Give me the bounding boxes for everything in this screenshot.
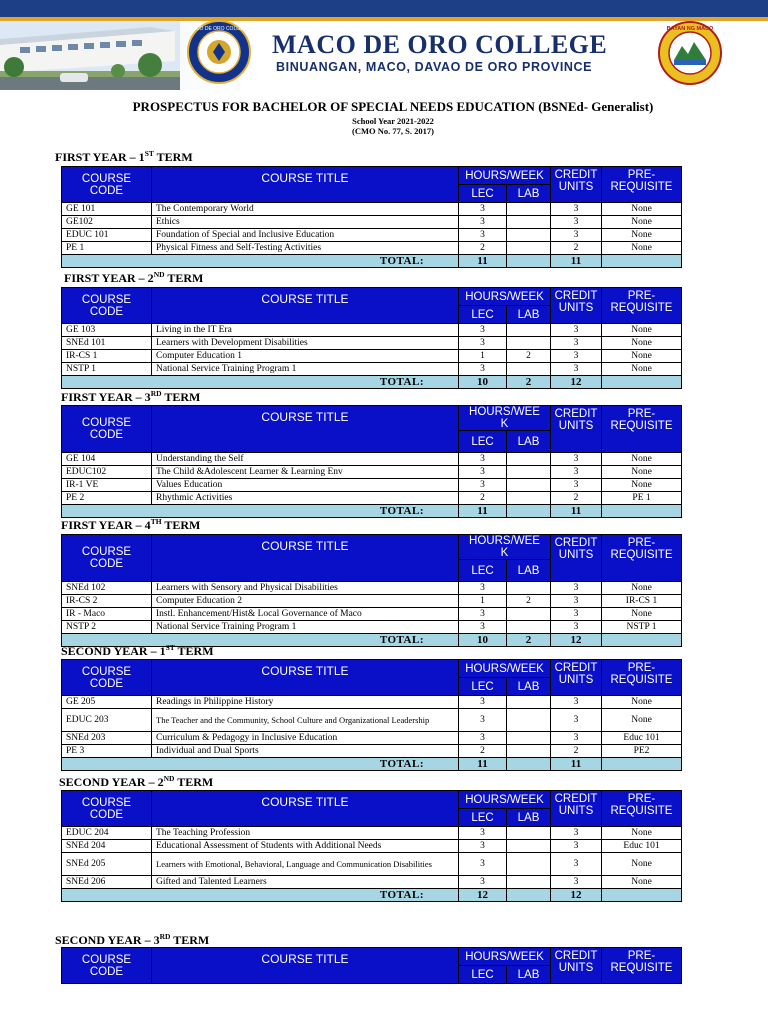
total-units: 12 xyxy=(551,376,602,389)
lab-hours xyxy=(507,492,551,505)
prerequisite: None xyxy=(602,363,682,376)
credit-units: 3 xyxy=(551,216,602,229)
course-code: SNEd 203 xyxy=(62,732,152,745)
course-title: Individual and Dual Sports xyxy=(152,745,459,758)
total-row xyxy=(62,889,682,902)
lec-hours: 2 xyxy=(459,242,507,255)
header-prerequisite: PRE-REQUISITE xyxy=(602,406,682,453)
course-title: Ethics xyxy=(152,216,459,229)
lec-hours: 1 xyxy=(459,595,507,608)
svg-text:MACO DE ORO COLLEGE: MACO DE ORO COLLEGE xyxy=(188,26,250,32)
header-course-code: COURSE CODE xyxy=(62,167,152,203)
course-row xyxy=(62,466,682,479)
prerequisite: None xyxy=(602,324,682,337)
term-heading: FIRST YEAR – 3RD TERM xyxy=(61,389,201,404)
lec-hours: 3 xyxy=(459,466,507,479)
prerequisite: None xyxy=(602,337,682,350)
course-code: EDUC 203 xyxy=(62,709,152,732)
header-course-title: COURSE TITLE xyxy=(152,660,459,696)
course-code: SNEd 204 xyxy=(62,840,152,853)
header-lab: LAB xyxy=(507,560,551,582)
header-credit-units: CREDIT UNITS xyxy=(551,535,602,582)
total-label: TOTAL: xyxy=(62,758,459,771)
credit-units: 3 xyxy=(551,696,602,709)
course-title: Learners with Sensory and Physical Disabilities xyxy=(152,582,459,595)
lab-hours xyxy=(507,621,551,634)
prerequisite: None xyxy=(602,242,682,255)
course-code: SNEd 205 xyxy=(62,853,152,876)
course-row xyxy=(62,827,682,840)
lab-hours xyxy=(507,453,551,466)
prerequisite: None xyxy=(602,582,682,595)
course-title: Foundation of Special and Inclusive Education xyxy=(152,229,459,242)
course-title: National Service Training Program 1 xyxy=(152,363,459,376)
course-title: Computer Education 1 xyxy=(152,350,459,363)
credit-units: 3 xyxy=(551,621,602,634)
term-heading: FIRST YEAR – 4TH TERM xyxy=(61,517,201,532)
prerequisite: None xyxy=(602,608,682,621)
course-title: The Child &Adolescent Learner & Learning Env xyxy=(152,466,459,479)
header-hours-week: HOURS/WEEK xyxy=(459,167,551,185)
credit-units: 3 xyxy=(551,827,602,840)
prerequisite: PE 1 xyxy=(602,492,682,505)
total-lab xyxy=(507,255,551,268)
header-credit-units: CREDIT UNITS xyxy=(551,660,602,696)
course-title: Rhythmic Activities xyxy=(152,492,459,505)
credit-units: 3 xyxy=(551,709,602,732)
header-course-code: COURSE CODE xyxy=(62,948,152,984)
course-code: GE 104 xyxy=(62,453,152,466)
lab-hours xyxy=(507,876,551,889)
lab-hours xyxy=(507,324,551,337)
course-code: GE 101 xyxy=(62,203,152,216)
header-credit-units: CREDIT UNITS xyxy=(551,791,602,827)
total-lec: 11 xyxy=(459,255,507,268)
lab-hours xyxy=(507,216,551,229)
total-label: TOTAL: xyxy=(62,634,459,647)
course-row xyxy=(62,229,682,242)
header-hours-week: HOURS/WEEK xyxy=(459,948,551,966)
header-lec: LEC xyxy=(459,809,507,827)
header-lec: LEC xyxy=(459,185,507,203)
lab-hours xyxy=(507,827,551,840)
course-code: GE 103 xyxy=(62,324,152,337)
header-prerequisite: PRE-REQUISITE xyxy=(602,660,682,696)
course-code: GE 205 xyxy=(62,696,152,709)
header-course-code: COURSE CODE xyxy=(62,288,152,324)
course-title: The Contemporary World xyxy=(152,203,459,216)
term-heading: SECOND YEAR – 1ST TERM xyxy=(61,643,214,658)
term-ordinal: ST xyxy=(165,643,175,652)
college-name: MACO DE ORO COLLEGE xyxy=(272,30,608,59)
lab-hours xyxy=(507,696,551,709)
lec-hours: 2 xyxy=(459,492,507,505)
prerequisite: IR-CS 1 xyxy=(602,595,682,608)
prospectus-title: PROSPECTUS FOR BACHELOR OF SPECIAL NEEDS EDUCATION (BSNEd- Generalist) xyxy=(132,99,654,114)
course-code: SNEd 101 xyxy=(62,337,152,350)
prerequisite: None xyxy=(602,709,682,732)
lab-hours xyxy=(507,242,551,255)
header-course-code: COURSE CODE xyxy=(62,535,152,582)
credit-units: 2 xyxy=(551,745,602,758)
term-ordinal: ST xyxy=(144,149,154,158)
credit-units: 3 xyxy=(551,732,602,745)
header-course-title: COURSE TITLE xyxy=(152,791,459,827)
credit-units: 3 xyxy=(551,595,602,608)
total-units: 11 xyxy=(551,255,602,268)
course-row xyxy=(62,853,682,876)
course-code: PE 3 xyxy=(62,745,152,758)
lab-hours xyxy=(507,709,551,732)
lec-hours: 3 xyxy=(459,853,507,876)
course-row xyxy=(62,363,682,376)
total-row xyxy=(62,255,682,268)
prerequisite: NSTP 1 xyxy=(602,621,682,634)
course-table xyxy=(61,790,682,902)
term-ordinal: ND xyxy=(163,774,175,783)
course-code: EDUC 204 xyxy=(62,827,152,840)
course-code: EDUC102 xyxy=(62,466,152,479)
prerequisite: None xyxy=(602,229,682,242)
course-row xyxy=(62,840,682,853)
total-row xyxy=(62,758,682,771)
prerequisite: None xyxy=(602,466,682,479)
credit-units: 3 xyxy=(551,453,602,466)
course-code: PE 1 xyxy=(62,242,152,255)
course-row xyxy=(62,696,682,709)
header-credit-units: CREDIT UNITS xyxy=(551,406,602,453)
header-credit-units: CREDIT UNITS xyxy=(551,288,602,324)
header-lab: LAB xyxy=(507,966,551,984)
lec-hours: 3 xyxy=(459,216,507,229)
total-lec: 11 xyxy=(459,505,507,518)
lab-hours xyxy=(507,853,551,876)
course-row xyxy=(62,453,682,466)
total-units: 11 xyxy=(551,505,602,518)
course-table xyxy=(61,534,682,647)
lec-hours: 3 xyxy=(459,732,507,745)
term-heading: FIRST YEAR – 2ND TERM xyxy=(64,270,204,285)
lec-hours: 3 xyxy=(459,324,507,337)
header-lec: LEC xyxy=(459,431,507,453)
course-code: NSTP 2 xyxy=(62,621,152,634)
prerequisite: None xyxy=(602,827,682,840)
course-code: SNEd 102 xyxy=(62,582,152,595)
total-label: TOTAL: xyxy=(62,255,459,268)
course-code: NSTP 1 xyxy=(62,363,152,376)
header-lab: LAB xyxy=(507,185,551,203)
prerequisite: None xyxy=(602,216,682,229)
total-lab: 2 xyxy=(507,634,551,647)
credit-units: 3 xyxy=(551,324,602,337)
credit-units: 3 xyxy=(551,466,602,479)
prerequisite: None xyxy=(602,203,682,216)
term-heading: FIRST YEAR – 1ST TERM xyxy=(55,149,193,164)
course-row xyxy=(62,350,682,363)
lec-hours: 1 xyxy=(459,350,507,363)
course-row xyxy=(62,608,682,621)
total-prereq-blank xyxy=(602,255,682,268)
total-label: TOTAL: xyxy=(62,505,459,518)
term-ordinal: RD xyxy=(150,389,162,398)
header-hours-week: HOURS/WEEK xyxy=(459,288,551,306)
lec-hours: 3 xyxy=(459,203,507,216)
prerequisite: None xyxy=(602,350,682,363)
total-lab: 2 xyxy=(507,376,551,389)
credit-units: 2 xyxy=(551,242,602,255)
total-lab xyxy=(507,505,551,518)
total-row xyxy=(62,505,682,518)
header-credit-units: CREDIT UNITS xyxy=(551,948,602,984)
course-row xyxy=(62,337,682,350)
course-row xyxy=(62,479,682,492)
prerequisite: None xyxy=(602,696,682,709)
course-row xyxy=(62,621,682,634)
header-hours-week: HOURS/WEE K xyxy=(459,535,551,560)
campus-building-image xyxy=(0,21,180,90)
term-ordinal: RD xyxy=(159,932,171,941)
lab-hours xyxy=(507,479,551,492)
term-ordinal: TH xyxy=(150,517,162,526)
header-prerequisite: PRE-REQUISITE xyxy=(602,791,682,827)
lab-hours xyxy=(507,466,551,479)
total-label: TOTAL: xyxy=(62,376,459,389)
course-code: IR-CS 1 xyxy=(62,350,152,363)
course-table xyxy=(61,166,682,268)
lab-hours xyxy=(507,337,551,350)
lec-hours: 3 xyxy=(459,840,507,853)
total-prereq-blank xyxy=(602,758,682,771)
lab-hours xyxy=(507,745,551,758)
header-course-title: COURSE TITLE xyxy=(152,167,459,203)
course-title: Learners with Emotional, Behavioral, Language and Communication Disabilities xyxy=(152,853,459,876)
credit-units: 2 xyxy=(551,492,602,505)
course-code: GE102 xyxy=(62,216,152,229)
total-units: 12 xyxy=(551,634,602,647)
lec-hours: 3 xyxy=(459,709,507,732)
course-code: IR-1 VE xyxy=(62,479,152,492)
header-lec: LEC xyxy=(459,306,507,324)
credit-units: 3 xyxy=(551,337,602,350)
term-heading: SECOND YEAR – 3RD TERM xyxy=(55,932,210,947)
course-title: Curriculum & Pedagogy in Inclusive Education xyxy=(152,732,459,745)
school-year: School Year 2021-2022 xyxy=(352,116,434,126)
course-row xyxy=(62,745,682,758)
prerequisite: Educ 101 xyxy=(602,732,682,745)
credit-units: 3 xyxy=(551,363,602,376)
header-course-code: COURSE CODE xyxy=(62,660,152,696)
lec-hours: 3 xyxy=(459,582,507,595)
credit-units: 3 xyxy=(551,608,602,621)
course-title: Instl. Enhancement/Hist& Local Governance of Maco xyxy=(152,608,459,621)
lec-hours: 3 xyxy=(459,621,507,634)
course-title: Values Education xyxy=(152,479,459,492)
total-lec: 11 xyxy=(459,758,507,771)
total-units: 12 xyxy=(551,889,602,902)
course-code: PE 2 xyxy=(62,492,152,505)
credit-units: 3 xyxy=(551,582,602,595)
lec-hours: 3 xyxy=(459,608,507,621)
prerequisite: PE2 xyxy=(602,745,682,758)
course-row xyxy=(62,324,682,337)
course-row xyxy=(62,709,682,732)
lab-hours xyxy=(507,582,551,595)
credit-units: 3 xyxy=(551,876,602,889)
lec-hours: 3 xyxy=(459,337,507,350)
header-lab: LAB xyxy=(507,678,551,696)
total-row xyxy=(62,376,682,389)
course-title: Physical Fitness and Self-Testing Activities xyxy=(152,242,459,255)
prerequisite: None xyxy=(602,876,682,889)
course-title: Living in the IT Era xyxy=(152,324,459,337)
lec-hours: 3 xyxy=(459,363,507,376)
credit-units: 3 xyxy=(551,203,602,216)
total-prereq-blank xyxy=(602,505,682,518)
course-row xyxy=(62,492,682,505)
credit-units: 3 xyxy=(551,229,602,242)
course-code: IR - Maco xyxy=(62,608,152,621)
course-row xyxy=(62,242,682,255)
lab-hours xyxy=(507,203,551,216)
header-prerequisite: PRE-REQUISITE xyxy=(602,167,682,203)
lab-hours: 2 xyxy=(507,350,551,363)
cmo-reference: (CMO No. 77, S. 2017) xyxy=(352,126,434,136)
lab-hours xyxy=(507,840,551,853)
header-prerequisite: PRE-REQUISITE xyxy=(602,535,682,582)
header-prerequisite: PRE-REQUISITE xyxy=(602,948,682,984)
lab-hours xyxy=(507,229,551,242)
prerequisite: None xyxy=(602,453,682,466)
lec-hours: 3 xyxy=(459,229,507,242)
svg-text:BAYAN NG MACO: BAYAN NG MACO xyxy=(666,26,714,32)
course-title: Readings in Philippine History xyxy=(152,696,459,709)
prerequisite: None xyxy=(602,853,682,876)
total-lec: 12 xyxy=(459,889,507,902)
header-course-title: COURSE TITLE xyxy=(152,948,459,984)
course-title: National Service Training Program 1 xyxy=(152,621,459,634)
header-prerequisite: PRE-REQUISITE xyxy=(602,288,682,324)
header-hours-week: HOURS/WEEK xyxy=(459,660,551,678)
credit-units: 3 xyxy=(551,840,602,853)
lec-hours: 3 xyxy=(459,453,507,466)
lec-hours: 3 xyxy=(459,827,507,840)
lec-hours: 2 xyxy=(459,745,507,758)
header-lec: LEC xyxy=(459,678,507,696)
lec-hours: 3 xyxy=(459,479,507,492)
lab-hours xyxy=(507,363,551,376)
header-course-title: COURSE TITLE xyxy=(152,406,459,453)
banner-top-bar xyxy=(0,0,768,17)
header-hours-week: HOURS/WEE K xyxy=(459,406,551,431)
header-hours-week: HOURS/WEEK xyxy=(459,791,551,809)
course-row xyxy=(62,595,682,608)
college-banner xyxy=(0,0,768,90)
course-row xyxy=(62,203,682,216)
total-lec: 10 xyxy=(459,376,507,389)
term-ordinal: ND xyxy=(153,270,165,279)
course-title: Gifted and Talented Learners xyxy=(152,876,459,889)
total-prereq-blank xyxy=(602,634,682,647)
course-title: The Teaching Profession xyxy=(152,827,459,840)
total-lec: 10 xyxy=(459,634,507,647)
course-title: Learners with Development Disabilities xyxy=(152,337,459,350)
course-title: Computer Education 2 xyxy=(152,595,459,608)
prerequisite: Educ 101 xyxy=(602,840,682,853)
course-row xyxy=(62,732,682,745)
term-heading: SECOND YEAR – 2ND TERM xyxy=(59,774,214,789)
lec-hours: 3 xyxy=(459,696,507,709)
total-units: 11 xyxy=(551,758,602,771)
header-lec: LEC xyxy=(459,560,507,582)
lec-hours: 3 xyxy=(459,876,507,889)
college-seal-logo xyxy=(180,19,258,85)
header-course-code: COURSE CODE xyxy=(62,406,152,453)
header-lab: LAB xyxy=(507,306,551,324)
header-course-title: COURSE TITLE xyxy=(152,288,459,324)
course-row xyxy=(62,876,682,889)
course-code: IR-CS 2 xyxy=(62,595,152,608)
course-table xyxy=(61,659,682,771)
course-code: SNEd 206 xyxy=(62,876,152,889)
course-title: Educational Assessment of Students with Additional Needs xyxy=(152,840,459,853)
course-title: The Teacher and the Community, School Culture and Organizational Leadership xyxy=(152,709,459,732)
total-prereq-blank xyxy=(602,376,682,389)
course-table xyxy=(61,405,682,518)
header-lab: LAB xyxy=(507,809,551,827)
course-title: Understanding the Self xyxy=(152,453,459,466)
credit-units: 3 xyxy=(551,350,602,363)
header-lab: LAB xyxy=(507,431,551,453)
lab-hours xyxy=(507,608,551,621)
course-row xyxy=(62,582,682,595)
credit-units: 3 xyxy=(551,853,602,876)
header-lec: LEC xyxy=(459,966,507,984)
course-code: EDUC 101 xyxy=(62,229,152,242)
total-lab xyxy=(507,758,551,771)
total-label: TOTAL: xyxy=(62,889,459,902)
course-table xyxy=(61,287,682,389)
credit-units: 3 xyxy=(551,479,602,492)
total-lab xyxy=(507,889,551,902)
total-prereq-blank xyxy=(602,889,682,902)
course-row xyxy=(62,216,682,229)
municipal-seal-logo xyxy=(648,20,732,86)
lab-hours xyxy=(507,732,551,745)
course-table xyxy=(61,947,682,984)
college-address: BINUANGAN, MACO, DAVAO DE ORO PROVINCE xyxy=(276,60,593,74)
lab-hours: 2 xyxy=(507,595,551,608)
header-course-title: COURSE TITLE xyxy=(152,535,459,582)
header-credit-units: CREDIT UNITS xyxy=(551,167,602,203)
prerequisite: None xyxy=(602,479,682,492)
header-course-code: COURSE CODE xyxy=(62,791,152,827)
